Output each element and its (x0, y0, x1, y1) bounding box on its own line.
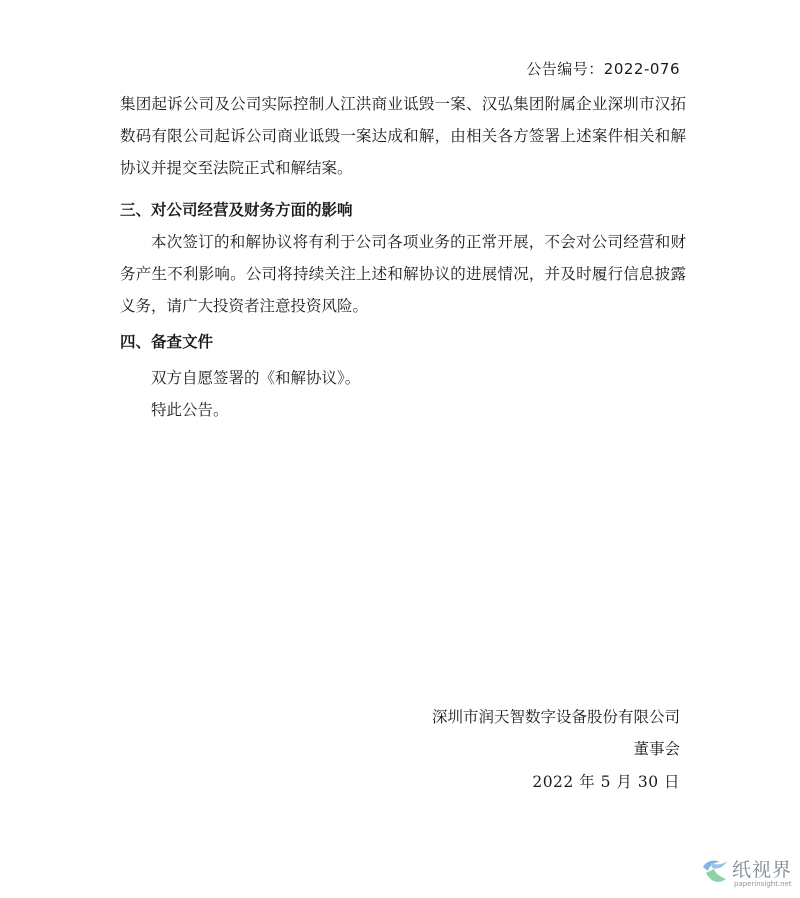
section-three-body: 本次签订的和解协议将有利于公司各项业务的正常开展，不会对公司经营和财务产生不利影响。公司将持续关注上述和解协议的进展情况，并及时履行信息披露义务，请广大投资者注意投资风险。 (120, 233, 686, 315)
section-four-heading: 四、备查文件 (120, 333, 214, 351)
signature-board: 董事会 (633, 740, 680, 758)
signature-date: 2022 年 5 月 30 日 (532, 773, 680, 791)
watermark-url: paperinsight.net (734, 880, 792, 888)
signature-company: 深圳市润天智数字设备股份有限公司 (431, 708, 680, 726)
continued-paragraph: 集团起诉公司及公司实际控制人江洪商业诋毁一案、汉弘集团附属企业深圳市汉拓数码有限公司起诉公司商业诋毁一案达成和解，由相关各方签署上述案件相关和解协议并提交至法院正式和解结案。 (120, 95, 686, 177)
announcement-number: 公告编号：2022-076 (526, 60, 680, 78)
watermark-name: 纸视界 (732, 859, 793, 881)
closing-statement: 特此公告。 (151, 401, 229, 419)
reference-document-item: 双方自愿签署的《和解协议》。 (151, 369, 361, 387)
watermark-logo-icon (700, 857, 730, 887)
section-three-heading: 三、对公司经营及财务方面的影响 (120, 201, 353, 219)
watermark (700, 855, 796, 895)
